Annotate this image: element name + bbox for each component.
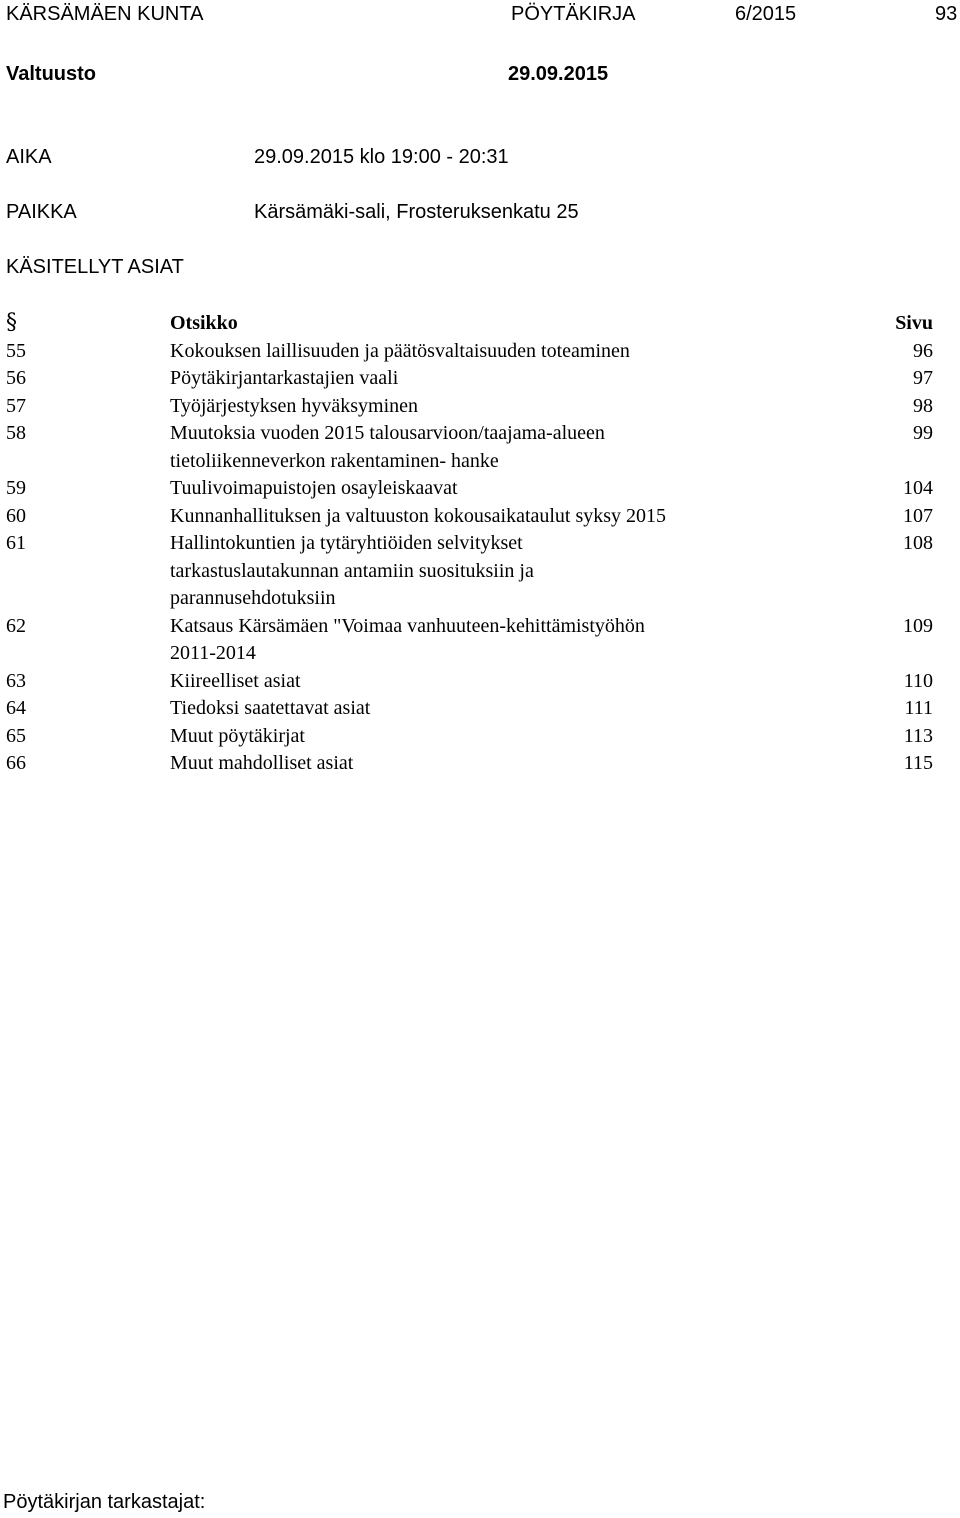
item-title: Tuulivoimapuistojen osayleiskaavat <box>170 477 458 499</box>
item-title: Kunnanhallituksen ja valtuuston kokousaikataulut syksy 2015 <box>170 504 667 527</box>
item-page: 98 <box>913 394 933 417</box>
page-number: 93 <box>935 3 958 25</box>
item-title: Työjärjestyksen hyväksyminen <box>170 394 418 417</box>
item-number: 59 <box>6 477 26 499</box>
title-column-header: Otsikko <box>170 312 238 334</box>
item-page: 97 <box>913 367 933 389</box>
item-number: 55 <box>6 339 26 362</box>
item-page: 113 <box>903 724 933 747</box>
handled-items-heading: KÄSITELLYT ASIAT <box>6 256 184 278</box>
item-number: 66 <box>6 752 26 774</box>
item-page: 111 <box>904 697 933 719</box>
item-number: 62 <box>6 614 26 637</box>
item-page: 115 <box>903 752 933 774</box>
place-label: PAIKKA <box>6 201 77 223</box>
item-page: 107 <box>903 504 933 527</box>
item-page: 109 <box>903 614 933 637</box>
item-number: 64 <box>6 697 26 719</box>
item-title: Muut mahdolliset asiat <box>170 752 354 774</box>
item-title: Kiireelliset asiat <box>170 669 301 692</box>
item-page: 110 <box>903 669 933 692</box>
item-number: 63 <box>6 669 26 692</box>
reviewers-label: Pöytäkirjan tarkastajat: <box>3 1491 206 1513</box>
item-number: 57 <box>6 394 26 417</box>
item-page: 104 <box>903 477 933 499</box>
item-title: Tiedoksi saatettavat asiat <box>170 697 371 719</box>
org-name: KÄRSÄMÄEN KUNTA <box>6 3 204 25</box>
item-title: Katsaus Kärsämäen "Voimaa vanhuuteen-kehittämistyöhön 2011-2014 <box>170 614 645 664</box>
document-number: 6/2015 <box>735 3 797 25</box>
item-title: Pöytäkirjantarkastajien vaali <box>170 367 399 389</box>
time-label: AIKA <box>6 146 52 168</box>
item-page: 99 <box>913 422 933 444</box>
meeting-body: Valtuusto <box>6 63 97 85</box>
item-title: Muutoksia vuoden 2015 talousarvioon/taajama-alueen tietoliikenneverkon rakentaminen- hanke <box>170 422 605 472</box>
page-column-header: Sivu <box>895 312 933 334</box>
item-title: Kokouksen laillisuuden ja päätösvaltaisuuden toteaminen <box>170 339 630 362</box>
item-number: 58 <box>6 422 26 444</box>
item-title: Muut pöytäkirjat <box>170 724 305 747</box>
item-number: 56 <box>6 367 26 389</box>
item-number: 61 <box>6 532 26 554</box>
meeting-date: 29.09.2015 <box>508 63 609 85</box>
item-number: 60 <box>6 504 26 527</box>
time-value: 29.09.2015 klo 19:00 - 20:31 <box>254 146 509 168</box>
item-page: 108 <box>903 532 933 554</box>
item-number: 65 <box>6 724 26 747</box>
item-title: Hallintokuntien ja tytäryhtiöiden selvitykset tarkastuslautakunnan antamiin suosituksiin ja parannusehdotuksiin <box>170 532 534 609</box>
item-page: 96 <box>913 339 933 362</box>
place-value: Kärsämäki-sali, Frosteruksenkatu 25 <box>254 201 579 223</box>
document-type: PÖYTÄKIRJA <box>511 3 636 25</box>
section-symbol: § <box>6 310 17 335</box>
